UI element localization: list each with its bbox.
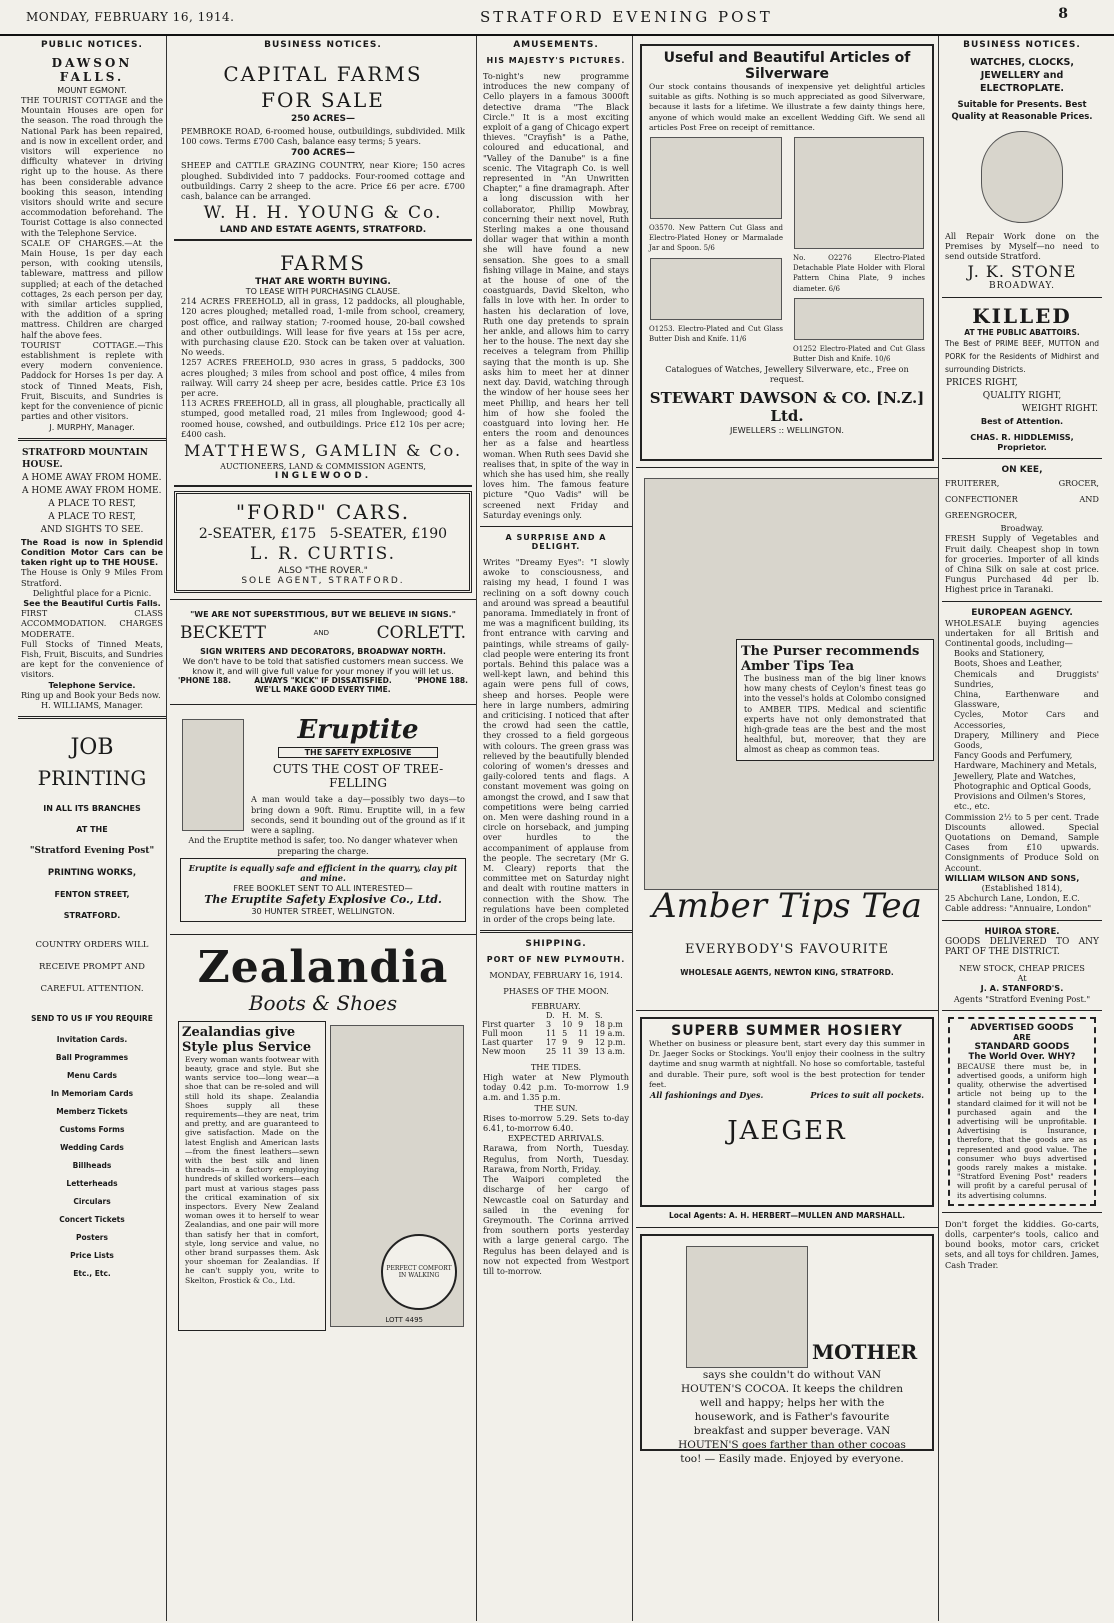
job-line: IN ALL ITS BRANCHES [43, 804, 141, 814]
moon-cell: 9 [578, 1019, 584, 1029]
european-item: China, Earthenware and Glassware, [954, 689, 1099, 710]
farms-title: FARMS [280, 251, 366, 276]
workman-illustration [182, 719, 244, 831]
column-display-ads [636, 36, 939, 1621]
farm-214: 214 ACRES FREEHOLD, all in grass, 12 paddocks, all ploughable, 120 acres ploughed; metalled road, 1-mile from school, creamery, post office, and railway station; 7-roomed house, 20-bail cowshed and other outbuildings. Will lease for five years at 15s per acre, with purchasing clause £20. Stock can be taken over at valuation. No weeds. [181, 296, 465, 358]
mountain-house-line: A PLACE TO REST, [48, 511, 136, 522]
zealandia-headline: Zealandias give Style plus Service [182, 1024, 312, 1055]
moon-cell: 12 p.m. [594, 1037, 626, 1047]
beckett-sub: SIGN WRITERS AND DECORATORS, BROADWAY NORTH. [200, 647, 446, 657]
honey-jar-illustration [650, 137, 782, 219]
job-title-2: PRINTING [37, 766, 147, 791]
stone-name: J. K. STONE [967, 261, 1077, 281]
plate-holder-illustration [794, 137, 924, 249]
killed-line: PRICES RIGHT, [946, 377, 1018, 388]
moon-cell: 9 [578, 1037, 584, 1047]
table-row [480, 1020, 632, 1029]
silverware-item-4: O1252 Electro-Plated and Cut Glass Butter Dish and Knife. 10/6 [793, 344, 925, 364]
job-line: STRATFORD. [63, 911, 121, 921]
amber-tips-ad [640, 474, 934, 1004]
sun-body: Rises to-morrow 5.29. Sets to-day 6.41, to-morrow 6.40. [483, 1112, 629, 1134]
corlett-name: CORLETT. [376, 623, 466, 644]
european-item: Drapery, Millinery and Piece Goods, [954, 729, 1099, 751]
moon-cell: First quarter [482, 1019, 535, 1029]
zealandia-subtitle: Boots & Shoes [248, 990, 398, 1015]
table-row [480, 1038, 632, 1047]
job-item: Customs Forms [59, 1125, 125, 1135]
amber-tips-favourite: EVERYBODY'S FAVOURITE [685, 942, 889, 957]
european-item: Cycles, Motor Cars and Accessories, [954, 709, 1099, 730]
eruptite-brand: Eruptite [297, 715, 419, 746]
his-majestys-title: HIS MAJESTY'S PICTURES. [486, 56, 626, 65]
beckett-kick: ALWAYS "KICK" IF DISSATISFIED. WE'LL MAKE GOOD EVERY TIME. [254, 676, 392, 695]
stock-note: Full Stocks of Tinned Meats, Fish, Fruit, Biscuits, and Sundries are kept for the convenience of visitors. [21, 638, 163, 680]
eruptite-and: And the Eruptite method is safer, too. No danger whatever when preparing the charge. [188, 835, 458, 856]
european-items-list [942, 648, 1102, 811]
tides-title: THE TIDES. [530, 1061, 582, 1072]
job-item: In Memoriam Cards [50, 1089, 134, 1099]
eruptite-headline: CUTS THE COST OF TREE-FELLING [272, 762, 444, 791]
job-line: PRINTING WORKS, [47, 868, 137, 879]
dawson-signature: J. MURPHY, Manager. [49, 421, 135, 432]
job-item: Circulars [73, 1197, 111, 1207]
moon-col-header: D. [545, 1010, 555, 1020]
killed-sub: AT THE PUBLIC ABATTOIRS. [964, 327, 1080, 337]
huiroa-at: At [1017, 973, 1027, 984]
column-business-notices-right [942, 36, 1102, 1621]
on-kee-title: ON KEE, [1001, 465, 1043, 476]
silverware-ad [640, 44, 934, 461]
butter-dish-illustration [650, 258, 782, 320]
beckett-and: AND [313, 629, 330, 638]
newspaper-title: STRATFORD EVENING POST [480, 8, 773, 26]
column-header: BUSINESS NOTICES. [963, 40, 1081, 50]
advertised-body: BECAUSE there must be, in advertised goods, a uniform high quality, otherwise the advertised article not being up to the standard claimed for it will not be purchased again and the advertising will be unprofitable. Advertising is Insurance, therefore, that the goods are as represented and good value. The consumer who buys advertised goods rarely makes a mistake. "Stratford Evening Post" readers will profit by a careful perusal of its advertising columns. [957, 1061, 1087, 1200]
moon-cell: 11 [562, 1046, 573, 1056]
hosiery-title: SUPERB SUMMER HOSIERY [671, 1023, 903, 1039]
arrivals-body-2: The Waipori completed the discharge of her cargo of Newcastle coal on Saturday and sailed in the evening for Greymouth. The Corinna arrived from southern ports yesterday with a large general cargo. The Regulus has been delayed and is now not expected from Westport till to-morrow. [483, 1174, 629, 1276]
hosiery-prices: Prices to suit all pockets. [810, 1090, 924, 1101]
butter-dish-2-illustration [794, 298, 924, 340]
young-agent-sub: LAND AND ESTATE AGENTS, STRATFORD. [219, 225, 427, 236]
column-public-notices [18, 36, 167, 1621]
acres-700: 700 ACRES— [290, 148, 356, 159]
moon-cell: 18 p.m [594, 1019, 623, 1029]
ford-2-seater: 2-SEATER, £175 [198, 526, 317, 543]
eruptite-safe: Eruptite is equally safe and efficient in the quarry, clay pit and mine. [188, 862, 458, 884]
ford-agent: L. R. CURTIS. [249, 544, 397, 565]
silverware-item-3: O1253. Electro-Plated and Cut Glass Butter Dish and Knife. 11/6 [649, 324, 783, 343]
pocket-watch-illustration [981, 131, 1063, 223]
mountain-house-line: A HOME AWAY FROM HOME. [22, 472, 162, 483]
mountain-house-line: A HOME AWAY FROM HOME. [22, 485, 162, 496]
matthews-town: INGLEWOOD. [274, 471, 372, 482]
zealandia-brand: Zealandia [197, 941, 449, 993]
telephone-note: Telephone Service. [48, 679, 136, 690]
killed-name: CHAS. R. HIDDLEMISS, [970, 431, 1074, 442]
advertised-title: ADVERTISED GOODS [970, 1022, 1074, 1033]
van-houten-title: MOTHER [812, 1340, 918, 1365]
road-condition: The Road is now in Splendid Condition Motor Cars can be taken right up to THE HOUSE. [21, 536, 163, 568]
job-item: Concert Tickets [59, 1215, 125, 1225]
european-cable: Cable address: "Annuaire, London" [945, 903, 1092, 914]
job-line: AT THE [76, 825, 108, 835]
moon-cell: 39 [578, 1046, 589, 1056]
zealandia-body: Every woman wants footwear with beauty, grace and style. But she wants service too—long wear—a shoe that can be re-soled and will still hold its shape. Zealandia Shoes supply all these requirements—they are neat, trim and pretty, and are guaranteed to give satisfaction. Made on the latest English and American lasts—from the finest leathers—sewn with the best silk and linen threads—in a factory employing hundreds of skilled workers—each part must at various stages pass the critical examination of six inspectors. Every New Zealand woman owes it to herself to wear Zealandias, and one pair will more than satisfy her that in comfort, style, long service and value, no other brand surpasses them. Ask your shoeman for Zealandias. If he can't supply you, write to Skelton, Frostick & Co., Ltd. [185, 1054, 319, 1285]
job-item: Billheads [72, 1161, 112, 1171]
beckett-name: BECKETT [180, 623, 267, 644]
acres-700-body: SHEEP and CATTLE GRAZING COUNTRY, near Kiore; 150 acres ploughed. Subdivided into 7 paddocks. Four-roomed cottage and outbuildings. Carry 2 sheep to the acre. Price £6 per acre. £700 cash, balance can be arranged. [181, 160, 465, 202]
job-item: Ball Programmes [55, 1053, 129, 1063]
beckett-tagline: "WE ARE NOT SUPERSTITIOUS, BUT WE BELIEVE IN SIGNS." [190, 610, 456, 620]
dawson-title: DAWSON FALLS. [51, 56, 133, 84]
arrivals-body: Rarawa, from North, Tuesday. Regulus, from North, Tuesday. Rarawa, from North, Friday. [483, 1143, 629, 1174]
european-item: Hardware, Machinery and Metals, [954, 760, 1097, 771]
moon-cell: New moon [482, 1046, 526, 1056]
stewart-dawson-sub: JEWELLERS :: WELLINGTON. [730, 424, 844, 435]
surprise-body: Writes "Dreamy Eyes": "I slowly awoke to consciousness, and raising my head, I found I was reclining on a soft downy couch and around was spread a beautiful panorama. Immediately in front of me was a magnificent building, its front entrance with carving and paintings, while streams of gaily-clad people were entering its front portals. Behind this palace was a well-kept lawn, and behind this again were pens full of cows, sheep and horses. People were here in large numbers, admiring and criticising. I noticed that after the crowd had seen the cattle, they crossed to a field gorgeous with colours. The green grass was relieved by the beautifully blended coloring of women's dresses and gaily-colored tents and flags. A constant movement was going on amongst the crowd, and I saw that competitions were being carried on. Men were dashing round in a circle on horseback, and jumping over hurdles to the accompaniment of applause from the people. The secretary (Mr G. M. Cleary) reports that the committee met on Saturday night and dealt with routine matters in connection with the Show. The regulations have been completed in order of the crops being late. [483, 556, 629, 925]
european-address: 25 Abchurch Lane, London, E.C. [945, 893, 1080, 904]
moon-col-header: H. [562, 1010, 572, 1020]
ford-sole-agent: SOLE AGENT, STRATFORD. [241, 576, 405, 587]
ford-5-seater: 5-SEATER, £190 [329, 526, 448, 543]
huiroa-new: NEW STOCK, CHEAP PRICES [959, 962, 1085, 973]
woman-shoe-illustration [330, 1025, 464, 1327]
farm-113: 113 ACRES FREEHOLD, all in grass, all ploughable, practically all stumped, good metalled road, 21 miles from Inglewood; good 4-roomed house, cowshed, and outbuildings. Price £12 10s per acre; £400 cash. [181, 398, 465, 439]
moon-cell: 10 [562, 1019, 573, 1029]
moon-col-header: S. [594, 1010, 603, 1020]
falls-note: See the Beautiful Curtis Falls. [23, 597, 161, 608]
mountain-house-title: STRATFORD MOUNTAIN HOUSE. [22, 447, 149, 470]
eruptite-company: The Eruptite Safety Explosive Co., Ltd. [204, 893, 442, 907]
moon-month: FEBRUARY. [531, 1000, 581, 1011]
watches-sub: Suitable for Presents. Best Quality at Reasonable Prices. [951, 100, 1093, 122]
van-houten-body: says she couldn't do without VAN HOUTEN'S COCOA. It keeps the children well and happy; helps her with the housework, and is Father's favourite breakfast and supper beverage. VAN HOUTEN'S goes farther than other cocoas too! — Easily made. Enjoyed by everyone. [678, 1369, 906, 1466]
matthews-sub: AUCTIONEERS, LAND & COMMISSION AGENTS, [220, 462, 426, 472]
european-body: WHOLESALE buying agencies undertaken for all British and Continental goods, including— [945, 617, 1099, 649]
job-title: JOB [70, 735, 114, 761]
his-majestys-body: To-night's new programme introduces the new company of Cello players in a famous 3000ft detective drama "The Black Circle." It is a most exciting exploit of a gang of Chicago expert thieves. "Crayfish" is a Pathe, coloured and educational, and "Valley of the Danube" is a fine scenic. The Vitagraph Co. is well represented in "An Unwritten Chapter," a fine dramagraph. After a long discussion with her collaborator, Phillip Mowbray, concerning their next novel, Ruth Sterling makes a one thousand dollar wager that within a month she will have found a new sensation. She goes to a small fishing village in Maine, and stays at the house of one of the coastguards, David Skelton, who falls in love with her. In order to hasten his declaration of love, Ruth one day pretends to sprain her ankle, and allows him to carry her to the house. The next day she receives a telegram from Phillip saying that the month is up. She asks him to meet her at dinner next day. David, watching through the window of her house sees her meet Phillip, and hears her tell him of how she fooled the coastguard into loving her. He enters the room and denounces her as a false and heartless woman. When Ruth sees David she realises that, in spite of the way in which she has used him, she really loves him. The famous feature picture "Quo Vadis" will be screened next Friday and Saturday evenings only. [483, 71, 629, 520]
column-header: PUBLIC NOTICES. [41, 40, 143, 50]
moon-cell: 11 [578, 1028, 589, 1038]
job-items-list [18, 1035, 166, 1278]
hosiery-body: Whether on business or pleasure bent, start every day this summer in Dr. Jaeger Socks or Stockings. You'll enjoy their coolness in the sultry daytime and snug warmth at nightfall. No hose so comfortable, tasteful and durable. Their pure, soft wool is the best protection for tender feet. [649, 1039, 925, 1089]
dawson-body-3: TOURIST COTTAGE.—This establishment is replete with every modern convenience. Paddock for Horses 1s per day. A stock of Tinned Meats, Fish, Fruit, Biscuits, and Sundries is kept for the convenience of picnic parties and other visitors. [21, 339, 163, 422]
amber-tips-headline: The Purser recommends Amber Tips Tea [741, 644, 920, 674]
dawson-body: THE TOURIST COTTAGE and the Mountain Houses are open for the season. The road through the National Park has been repaired, and is now in excellent order, and visitors will experience no difficulty whatever in driving right up to the house. As there has been considerable advance booking this season, intending visitors should write and secure accommodation beforehand. The Tourist Cottage is also connected with the Telephone Service. [21, 95, 163, 238]
job-item: Menu Cards [67, 1071, 117, 1081]
zealandia-ad [174, 941, 472, 1335]
eruptite-band: THE SAFETY EXPLOSIVE [278, 747, 438, 758]
acres-250-body: PEMBROKE ROAD, 6-roomed house, outbuildings, subdivided. Milk 100 cows. Terms £700 Cash, balance easy terms; 5 years. [181, 126, 465, 147]
job-item: Etc., Etc. [73, 1269, 111, 1279]
european-established: (Established 1814), [981, 882, 1063, 893]
job-item: Memberz Tickets [56, 1107, 128, 1117]
advertised-goods-box [948, 1017, 1096, 1206]
european-firm: WILLIAM WILSON AND SONS, [945, 872, 1080, 883]
eruptite-ad [174, 711, 472, 927]
huiroa-name: J. A. STANFORD'S. [980, 983, 1064, 994]
killed-line: WEIGHT RIGHT. [1021, 403, 1098, 414]
farm-1257: 1257 ACRES FREEHOLD, 930 acres in grass, 5 paddocks, 300 acres ploughed; 3 miles from school and post office, 4 miles from railway. Will carry 24 sheep per acre, besides cattle. Price £3 10s per acre. [181, 357, 465, 399]
stone-town: BROADWAY. [988, 280, 1056, 291]
arrivals-title: EXPECTED ARRIVALS. [507, 1133, 605, 1144]
moon-cell: Full moon [482, 1028, 523, 1038]
killed-proprietor: Proprietor. [997, 442, 1047, 453]
advertised-are: ARE [1013, 1032, 1031, 1042]
killed-attention: Best of Attention. [980, 415, 1064, 426]
farms-sub-2: TO LEASE WITH PURCHASING CLAUSE. [245, 287, 401, 297]
moon-cell: 19 a.m. [594, 1028, 626, 1038]
european-title: EUROPEAN AGENCY. [971, 607, 1073, 618]
european-item: Provisions and Oilmen's Stores, [954, 791, 1086, 802]
silverware-body: Our stock contains thousands of inexpensive yet delightful articles suitable as gifts. Nothing is so much appreciated as good Silverware, because it lasts for a lifetime. We illustrate a few dainty things here, anyone of which would make an excellent Wedding Gift. We send all articles Post Free on receipt of remittance. [649, 82, 925, 132]
job-item: Letterheads [66, 1179, 118, 1189]
capital-farms-title: CAPITAL FARMS [223, 62, 423, 86]
huiroa-title: HUIROA STORE. [984, 926, 1060, 937]
job-line: "Stratford Evening Post" [29, 846, 155, 857]
issue-date: MONDAY, FEBRUARY 16, 1914. [26, 10, 235, 24]
eruptite-free: FREE BOOKLET SENT TO ALL INTERESTED— [233, 883, 413, 894]
killed-title: KILLED [972, 303, 1072, 328]
beckett-body: We don't have to be told that satisfied customers mean success. We know it, and will give full value for your money if you will let us. [182, 656, 464, 677]
advertised-standard: STANDARD GOODS [974, 1041, 1070, 1052]
comfort-seal: PERFECT COMFORT IN WALKING [381, 1234, 457, 1310]
moon-cell: 25 [545, 1046, 557, 1056]
send-note: SEND TO US IF YOU REQUIRE [31, 1014, 153, 1024]
moon-title: PHASES OF THE MOON. [503, 986, 609, 997]
beckett-phone-left: 'PHONE 188. [178, 676, 231, 686]
amber-tips-agents: WHOLESALE AGENTS, NEWTON KING, STRATFORD. [680, 968, 894, 977]
silverware-item-2: No. O2276 Electro-Plated Detachable Plate Holder with Floral Pattern China Plate, 9 inches diameter. 6/6 [793, 254, 925, 293]
hosiery-all: All fashionings and Dyes. [650, 1090, 764, 1101]
farms-sub: THAT ARE WORTH BUYING. [255, 277, 391, 288]
mountain-house-line: AND SIGHTS TO SEE. [40, 524, 144, 535]
surprise-title: A SURPRISE AND A DELIGHT. [505, 532, 607, 551]
job-item: Invitation Cards. [56, 1035, 128, 1045]
moon-cell: 5 [562, 1028, 568, 1038]
ford-title: "FORD" CARS. [235, 500, 411, 525]
watches-repair: All Repair Work done on the Premises by Myself—no need to send outside Stratford. [945, 231, 1099, 262]
accommodation-note: FIRST CLASS ACCOMMODATION. CHARGES MODERATE. [21, 608, 163, 639]
dawson-subtitle: MOUNT EGMONT. [57, 86, 127, 95]
on-kee-body: FRESH Supply of Vegetables and Fruit daily. Cheapest shop in town for groceries. Importer of all kinds of China Silk on sale at cost price. Fungus Purchased 4d per lb. Highest price in Taranaki. [945, 533, 1099, 595]
mountain-house-line: A PLACE TO REST, [48, 498, 136, 509]
advertised-question: The World Over. WHY? [968, 1051, 1076, 1062]
eruptite-body: A man would take a day—possibly two days—to bring down a 90ft. Rimu. Eruptite will, in a few seconds, send it bounding out of the ground as if it were a sapling. [251, 794, 465, 836]
moon-cell: 17 [545, 1037, 557, 1047]
european-item: etc., etc. [954, 801, 990, 812]
amber-tips-body: The business man of the big liner knows how many chests of Ceylon's finest teas go into the vessel's holds at Colombo consigned to AMBER TIPS. Medical and scientific experts have not only demonstrated that high-grade teas are the best and the most healthful, but, moreover, that they are almost as cheap as common teas. [744, 674, 926, 755]
moon-cell: 11 [545, 1028, 557, 1038]
capital-farms-title-2: FOR SALE [261, 88, 385, 112]
european-commission: Commission 2½ to 5 per cent. Trade Discounts allowed. Special Quotations on Demand, Sample Cases from £10 upwards. Consignments of Produce Sold on Account. [945, 811, 1099, 873]
moon-cell: Last quarter [482, 1037, 533, 1047]
job-line: FENTON STREET, [54, 890, 130, 900]
european-item: Books and Stationery, [954, 648, 1045, 659]
jaeger-brand: JAEGER [727, 1116, 847, 1147]
column-business-notices [170, 36, 477, 1621]
killed-line: QUALITY RIGHT, [982, 390, 1062, 401]
job-item: Price Lists [70, 1251, 114, 1261]
huiroa-agent: Agents "Stratford Evening Post." [953, 993, 1091, 1004]
killed-body: The Best of PRIME BEEF, MUTTON and PORK for the Residents of Midhirst and surrounding Districts. [945, 338, 1099, 374]
european-item: Jewellery, Plate and Watches, [954, 770, 1076, 781]
woman-portrait-illustration [686, 1246, 808, 1368]
port-title: PORT OF NEW PLYMOUTH. [486, 955, 626, 965]
jaeger-ad [640, 1017, 934, 1207]
table-row [480, 1029, 632, 1038]
country-orders: COUNTRY ORDERS WILL RECEIVE PROMPT AND CAREFUL ATTENTION. [35, 940, 149, 995]
moon-col-header: M. [578, 1010, 589, 1020]
on-kee-sub: FRUITERER, GROCER, CONFECTIONER AND GREENGROCER, [945, 478, 1099, 521]
van-houten-ad [640, 1234, 934, 1466]
column-header: BUSINESS NOTICES. [264, 40, 382, 50]
ford-cars-ad [174, 491, 472, 593]
kiddies-note: Don't forget the kiddies. Go-carts, dolls, carpenter's tools, calico and bound books, motor cars, cricket sets, and all toys for children. James, Cash Trader. [945, 1218, 1099, 1270]
ford-also: ALSO "THE ROVER." [278, 566, 368, 577]
ad-code: LOTT 4495 [385, 1315, 423, 1324]
job-item: Wedding Cards [60, 1143, 124, 1153]
farms-ad [174, 245, 472, 487]
watches-title: WATCHES, CLOCKS, JEWELLERY and ELECTROPLATE. [970, 57, 1074, 94]
booking-note: Ring up and Book your Beds now. [21, 689, 161, 700]
dawson-body-2: SCALE OF CHARGES.—At the Main House, 1s per day each person, with cooking utensils, tableware, mattress and pillow supplied; at each of the detached cottages, 2s each person per day, with similar articles supplied, with the addition of a spring mattress. Children are charged half the above fees. [21, 237, 163, 340]
column-amusements [480, 36, 633, 1621]
mountain-house-signature: H. WILLIAMS, Manager. [40, 699, 144, 710]
capital-farms-ad [174, 56, 472, 241]
table-row [480, 1047, 632, 1056]
column-header: AMUSEMENTS. [513, 40, 599, 50]
young-agent: W. H. H. YOUNG & Co. [203, 203, 443, 224]
port-date: MONDAY, FEBRUARY 16, 1914. [489, 970, 623, 981]
picnic-note: Delightful place for a Picnic. [32, 587, 152, 598]
moon-table [480, 1011, 632, 1056]
job-item: Posters [76, 1233, 108, 1243]
stewart-dawson: STEWART DAWSON & CO. [N.Z.] Ltd. [649, 388, 925, 425]
on-kee-town: Broadway. [1000, 523, 1044, 534]
moon-cell: 3 [545, 1019, 552, 1029]
moon-cell: 13 a.m. [594, 1046, 626, 1056]
distance-note: The House is Only 9 Miles From Stratford. [21, 567, 163, 588]
eruptite-address: 30 HUNTER STREET, WELLINGTON. [251, 906, 395, 917]
shipping-title: SHIPPING. [525, 939, 587, 950]
sun-title: THE SUN. [534, 1102, 578, 1113]
tides-body: High water at New Plymouth today 0.42 p.m. To-morrow 1.9 a.m. and 1.35 p.m. [483, 1072, 629, 1103]
silverware-catalogue: Catalogues of Watches, Jewellery Silverware, etc., Free on request. [665, 364, 909, 385]
beckett-phone-right: 'PHONE 188. [415, 676, 468, 686]
silverware-title: Useful and Beautiful Articles of Silverware [663, 50, 911, 82]
huiroa-body: GOODS DELIVERED TO ANY PART OF THE DISTRICT. [945, 936, 1099, 957]
matthews-agent: MATTHEWS, GAMLIN & Co. [183, 441, 463, 461]
jaeger-local-agents: Local Agents: A. H. HERBERT—MULLEN AND MARSHALL. [668, 1211, 906, 1220]
european-item: Chemicals and Druggists' Sundries, [954, 668, 1099, 689]
beckett-corlett-ad [174, 606, 472, 698]
moon-cell: 9 [562, 1037, 568, 1047]
masthead [0, 0, 1114, 36]
acres-250: 250 ACRES— [290, 114, 356, 124]
amber-tips-brand: Amber Tips Tea [652, 886, 922, 926]
european-item: Fancy Goods and Perfumery, [954, 750, 1073, 761]
european-item: Photographic and Optical Goods, [954, 780, 1092, 791]
silverware-item-1: O3570. New Pattern Cut Glass and Electro-Plated Honey or Marmalade Jar and Spoon. 5/6 [649, 224, 783, 253]
page-number: 8 [1058, 6, 1068, 22]
european-item: Boots, Shoes and Leather, [954, 658, 1063, 669]
